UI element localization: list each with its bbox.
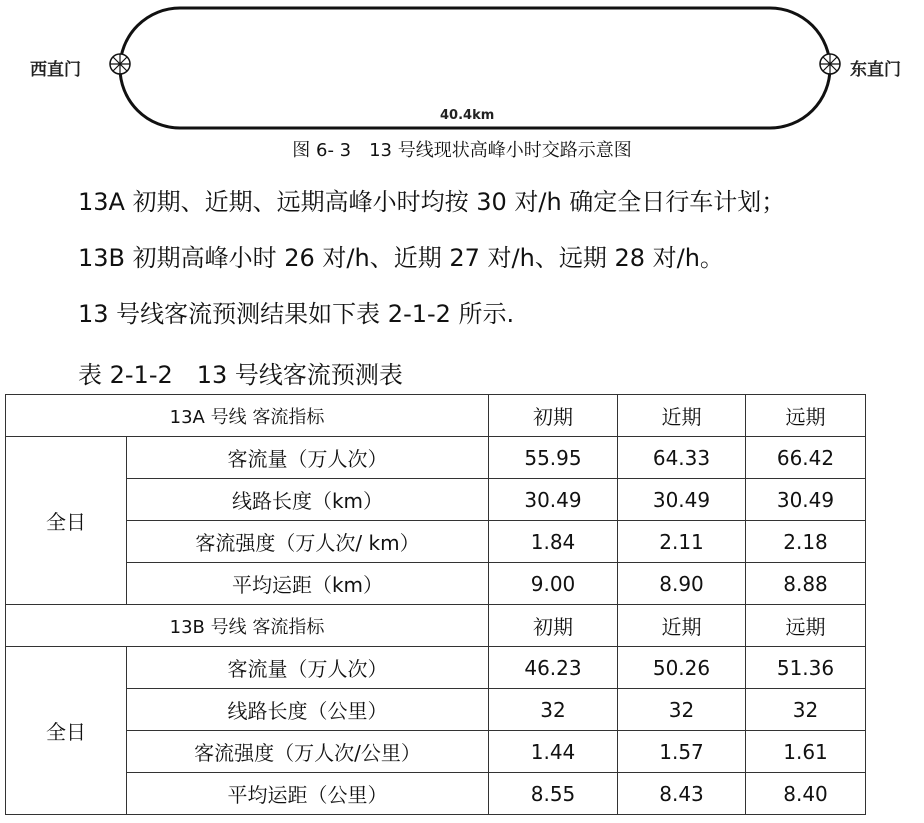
- table-cell: 8.40: [746, 773, 866, 815]
- table-cell: 46.23: [489, 647, 618, 689]
- paragraph-13a-plan: 13A 初期、近期、远期高峰小时均按 30 对/h 确定全日行车计划；: [78, 188, 786, 216]
- metric-label: 客流强度（万人次/ km）: [127, 521, 489, 563]
- period-header: 远期: [746, 605, 866, 647]
- period-header: 初期: [489, 395, 618, 437]
- table-row: [6, 731, 866, 773]
- table-header-row-13b: [6, 605, 866, 647]
- table-cell: 1.84: [489, 521, 618, 563]
- metric-label: 客流量（万人次）: [127, 647, 489, 689]
- metric-label: 平均运距（km）: [127, 563, 489, 605]
- table-row: [6, 437, 866, 479]
- table-cell: 55.95: [489, 437, 618, 479]
- table-cell: 8.55: [489, 773, 618, 815]
- table-cell: 8.43: [618, 773, 746, 815]
- west-station-label: 西直门: [30, 60, 81, 80]
- table-row: [6, 647, 866, 689]
- period-header: 近期: [618, 605, 746, 647]
- paragraph-forecast-intro: 13 号线客流预测结果如下表 2-1-2 所示.: [78, 300, 515, 328]
- table-cell: 50.26: [618, 647, 746, 689]
- east-station-marker: [820, 54, 840, 74]
- table-cell: 1.61: [746, 731, 866, 773]
- section-header-13a: 13A 号线 客流指标: [6, 395, 489, 437]
- table-cell: 8.88: [746, 563, 866, 605]
- table-row: [6, 773, 866, 815]
- table-row: [6, 563, 866, 605]
- table-cell: 2.18: [746, 521, 866, 563]
- metric-label: 平均运距（公里）: [127, 773, 489, 815]
- period-header: 近期: [618, 395, 746, 437]
- group-label-all-day: 全日: [6, 647, 127, 815]
- table-title: 表 2-1-2 13 号线客流预测表: [78, 361, 403, 389]
- table-cell: 1.44: [489, 731, 618, 773]
- metric-label: 客流量（万人次）: [127, 437, 489, 479]
- table-header-row-13a: [6, 395, 866, 437]
- table-cell: 66.42: [746, 437, 866, 479]
- period-header: 初期: [489, 605, 618, 647]
- table-cell: 32: [489, 689, 618, 731]
- table-cell: 32: [746, 689, 866, 731]
- paragraph-13b-plan: 13B 初期高峰小时 26 对/h、近期 27 对/h、远期 28 对/h。: [78, 244, 724, 272]
- table-cell: 30.49: [618, 479, 746, 521]
- table-cell: 32: [618, 689, 746, 731]
- table-row: [6, 479, 866, 521]
- table-cell: 64.33: [618, 437, 746, 479]
- route-diagram: [0, 0, 924, 140]
- table-cell: 2.11: [618, 521, 746, 563]
- west-station-marker: [110, 54, 130, 74]
- route-distance-label: 40.4km: [440, 108, 495, 123]
- passenger-forecast-table: [5, 394, 866, 815]
- figure-caption: 图 6- 3 13 号线现状高峰小时交路示意图: [292, 140, 632, 161]
- table-cell: 1.57: [618, 731, 746, 773]
- table-cell: 51.36: [746, 647, 866, 689]
- east-station-label: 东直门: [850, 60, 901, 80]
- metric-label: 客流强度（万人次/公里）: [127, 731, 489, 773]
- section-header-13b: 13B 号线 客流指标: [6, 605, 489, 647]
- table-cell: 30.49: [746, 479, 866, 521]
- table-row: [6, 521, 866, 563]
- period-header: 远期: [746, 395, 866, 437]
- table-cell: 8.90: [618, 563, 746, 605]
- table-cell: 30.49: [489, 479, 618, 521]
- metric-label: 线路长度（公里）: [127, 689, 489, 731]
- metric-label: 线路长度（km）: [127, 479, 489, 521]
- table-cell: 9.00: [489, 563, 618, 605]
- table-row: [6, 689, 866, 731]
- group-label-all-day: 全日: [6, 437, 127, 605]
